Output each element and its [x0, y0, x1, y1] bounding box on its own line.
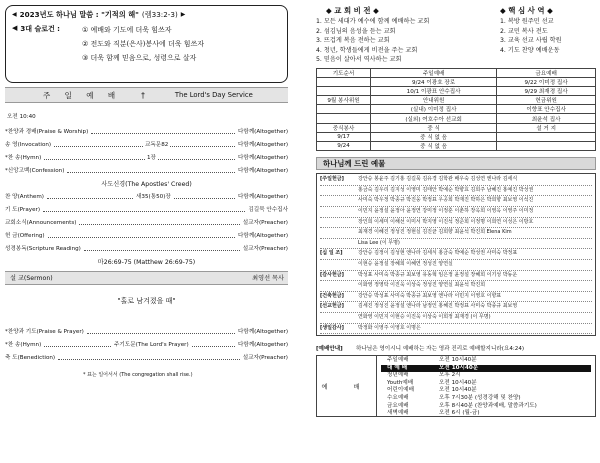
offering-names: 이화영 정영탁 이진욱 이상숙 정성진 양연실 최윤석 박진희 [358, 282, 486, 289]
duty-cell: 중 식 없 음 [371, 132, 497, 141]
vision-row [316, 5, 596, 65]
offering-names: 홍금숙 김우리 김지성 이영미 김태안 박예순 박향효 김희주 남혜진 홍예진 박성권 [358, 186, 534, 193]
offering-list [316, 173, 596, 336]
slogan-block [12, 23, 281, 65]
order-row [5, 217, 288, 230]
offering-row [320, 207, 592, 218]
offering-header: 하나님께 드린 예물 [316, 157, 596, 170]
order-item-name: 교회소식(Announcements) [5, 220, 77, 226]
dotted-leader [87, 326, 235, 334]
offering-names: 이현승 윤정설 장혜희 이혜연 정성진 양연실 [358, 260, 453, 267]
duty-row [317, 114, 596, 123]
sermon-header [5, 271, 288, 285]
offering-category [320, 228, 358, 238]
order-item-name: *찬양과 경배(Praise & Worship) [5, 129, 89, 135]
offering-category [320, 186, 358, 196]
order-row [5, 152, 288, 165]
triangle-right-icon: ▶ [180, 11, 186, 18]
dotted-leader [43, 204, 245, 212]
core-item: 2. 교민 복사 전도 [500, 27, 548, 35]
duty-cell: 이향표 안수집사 [497, 105, 596, 114]
left-column [5, 5, 288, 378]
offering-names: 박성표 사미숙 박종규 최보영 유동혁 임은정 윤정설 장혜희 이기성 박동운 [358, 271, 518, 278]
order-list [5, 191, 288, 256]
theme-box [5, 5, 288, 83]
offering-row [320, 324, 592, 335]
worship-name: 수요예배 [387, 395, 409, 402]
offering-row [320, 260, 592, 271]
order-item-leader: 다함께(Altogether) [237, 194, 288, 200]
order-row [5, 204, 288, 217]
offering-row [320, 186, 592, 197]
duty-row [317, 77, 596, 86]
order-row [5, 139, 288, 152]
year-theme-text: 2023년도 하나님 말씀 : "기적의 해" [19, 10, 139, 19]
worship-time: 오전 6시 (월-금) [439, 410, 480, 417]
duty-cell: 헌금위원 [497, 96, 596, 105]
order-item-leader: 김길묵 안수집사 [248, 207, 288, 213]
offering-row [320, 271, 592, 282]
offering-names: 강안승 김정이 김성현 엔나라 김세식 홍금숙 박예순 박성권 사미숙 박정표 [358, 250, 518, 257]
triangle-left-icon: ◀ [12, 11, 17, 18]
duty-cell: 9/24 이광호 장로 [371, 77, 497, 86]
duty-cell: 중 식 [371, 123, 497, 132]
order-list [5, 326, 288, 365]
duty-row [317, 142, 596, 151]
service-header [5, 87, 288, 103]
duty-cell: 중 식 없 음 [371, 142, 497, 151]
service-title-ko: 주 일 예 배 [43, 90, 122, 100]
slogan-item: ② 전도와 직분(은사)봉사에 더욱 힘쓰자 [82, 40, 205, 48]
offering-names: Lisa Lee (이 무명) [358, 239, 400, 246]
duty-cell [317, 114, 371, 123]
dotted-leader [58, 352, 240, 360]
worship-time: 오후 8시40분 (찬양과예배, 말씀과기도) [439, 402, 537, 409]
order-item-name: *찬 송(Hymn) [5, 155, 42, 161]
worship-name: 새벽예배 [387, 410, 409, 417]
core-item: 4. 기도 찬양 예배운동 [500, 46, 560, 54]
creed-line: 사도신경(The Apostles' Creed) [101, 181, 192, 188]
offering-category [320, 281, 358, 291]
order-item-name: *찬 송(Hymn) [5, 342, 42, 348]
vision-item: 1. 모든 세대가 예수에 함께 예배하는 교회 [316, 18, 430, 25]
offering-category [320, 313, 358, 323]
offering-category [320, 218, 358, 228]
sermon-preacher: 최영선 목사 [252, 275, 284, 282]
order-row [5, 243, 288, 256]
duty-row [317, 68, 596, 77]
duty-cell: 9/17 [317, 132, 371, 141]
offering-names: 김세진 정성진 윤정설 엔나라 남정인 홍혜진 박정표 사미숙 박종규 최보영 [358, 303, 518, 310]
order-item-leader: 다함께(Altogether) [237, 155, 288, 161]
slogan-item: ③ 더욱 함께 믿음으로, 성령으로 살자 [82, 54, 197, 62]
order-row [5, 326, 288, 339]
worship-guide [316, 344, 596, 355]
duty-cell: (실외) 여호수아 선교회 [371, 114, 497, 123]
slogan-item: ① 예배와 기도에 더욱 힘쓰자 [82, 26, 172, 34]
order-item-leader: 다함께(Altogether) [237, 329, 288, 335]
worship-row [381, 357, 591, 365]
offering-names: 사미숙 박우정 박종규 박진웅 박정표 우공희 박재진 박하은 박희향 최보영 이석진 [358, 197, 534, 204]
offering-names: 이민지 윤정설 윤정아 윤정연 강미정 이정훈 이춘하 장옥희 이영옥 이영주 이미정 [358, 207, 534, 214]
worship-name: 어린이예배 [387, 387, 415, 394]
order-item-detail: 교독문82 [143, 139, 170, 152]
dotted-leader [79, 217, 240, 225]
offering-row [320, 228, 592, 239]
offering-category: [건축헌금] [320, 292, 344, 299]
guide-text: 하나님은 영이시니 예배하는 자는 영과 진리로 예배할지니라(요4:24) [356, 346, 525, 353]
order-item-detail: 새35(통50)장 [134, 191, 173, 204]
vision-title: ◆ 교 회 비 전 ◆ [326, 6, 379, 15]
theme-verse: (렘33:2-3) [141, 10, 178, 19]
duty-cell: 주일예배 [371, 68, 497, 77]
offering-row [320, 239, 592, 250]
order-item-leader: 다함께(Altogether) [237, 168, 288, 174]
duty-row [317, 96, 596, 105]
duty-cell: (실내) 이미정 집사 [371, 105, 497, 114]
duty-row [317, 123, 596, 132]
worship-time: 오전 10시40분 [439, 357, 477, 364]
offering-category: [십 일 조] [320, 250, 343, 257]
core-item: 3. 교육 선교 사립 학원 [500, 37, 562, 44]
service-time: 오전 10:40 [7, 114, 36, 120]
offering-category [320, 260, 358, 270]
duty-cell: 9/24 [317, 142, 371, 151]
sermon-title: "홀로 남겨졌을 때" [117, 297, 176, 305]
duty-cell: 9/22 이미정 집사 [497, 77, 596, 86]
duty-cell: 금요예배 [497, 68, 596, 77]
order-item-leader: 다함께(Altogether) [237, 129, 288, 135]
vision-item: 5. 믿음이 살아서 역사하는 교회 [316, 56, 402, 63]
offering-names: 강안승 박성표 사미숙 박종규 최보영 엔나라 이민지 이영호 이향표 [358, 292, 502, 299]
worship-row [381, 403, 591, 411]
worship-name: 대 예 배 [387, 364, 408, 371]
dotted-leader [44, 152, 235, 160]
offering-category: [선교헌금] [320, 303, 344, 310]
order-row [5, 339, 288, 352]
order-row [5, 352, 288, 365]
offering-row [320, 196, 592, 207]
service-title-en: The Lord's Day Service [174, 91, 253, 99]
order-item-name: 찬 양(Anthem) [5, 194, 44, 200]
slogan-label: ◀ 3대 슬로건 : [12, 24, 60, 33]
order-row [5, 191, 288, 204]
duty-table [316, 68, 596, 152]
church-vision [316, 5, 490, 65]
offering-category [320, 196, 358, 206]
scripture-line: 마26:69-75 (Matthew 26:69-75) [97, 259, 196, 266]
duty-cell [317, 77, 371, 86]
offering-names: 박정화 이영주 이영호 이명은 [358, 324, 421, 331]
vision-item: 2. 섬김님의 음성을 듣는 교회 [316, 27, 396, 35]
order-row [5, 126, 288, 139]
order-item-leader: 다함께(Altogether) [237, 142, 288, 148]
order-item-detail: 주기도문(The Lord's Prayer) [112, 339, 191, 352]
order-item-leader: 다함께(Altogether) [237, 233, 288, 239]
offering-row [320, 218, 592, 229]
offering-names: 연화영 이민지 이현승 이진욱 이상숙 이희정 최재경 (이 무명) [358, 313, 491, 320]
offering-category: [생일감사] [320, 324, 344, 331]
worship-label: 예 배 [317, 356, 377, 416]
order-item-name: 송 영(Invocation) [5, 142, 52, 148]
dotted-leader [91, 126, 235, 134]
core-ministry [490, 5, 596, 65]
worship-rows [377, 356, 595, 416]
duty-cell [317, 105, 371, 114]
footnote: * 표는 일어서서 (The congregation shall rise.) [83, 372, 193, 378]
duty-row [317, 105, 596, 114]
offering-row [320, 249, 592, 260]
offering-names: 장인희 이세미 이해선 이미서 박지영 이진석 정준희 이정명 이희연 이성은 이방호 [358, 218, 534, 225]
worship-time: 오전 10시40분 [439, 387, 477, 394]
duty-cell: 기도순서 [317, 68, 371, 77]
dotted-leader [84, 243, 240, 251]
cross-icon: † [141, 90, 145, 100]
offering-row [320, 292, 592, 303]
duty-cell: 설 거 지 [497, 123, 596, 132]
order-item-name: 축 도(Benediction) [5, 355, 56, 361]
offering-row [320, 313, 592, 324]
offering-names: 최재경 이혜진 정성진 정현실 김진균 김희향 최윤석 박진희 Elena Kim [358, 229, 512, 236]
year-theme [12, 9, 281, 21]
offering-row [320, 302, 592, 313]
slogan-list [82, 23, 281, 65]
duty-cell: 안내위원 [371, 96, 497, 105]
core-item: 1. 복방 원주민 선교 [500, 18, 554, 25]
order-item-leader: 다함께(Altogether) [237, 342, 288, 348]
right-column [316, 5, 596, 417]
order-item-detail: 1장 [145, 152, 158, 165]
order-item-leader: 설교자(Preacher) [242, 246, 288, 252]
worship-row [381, 387, 591, 395]
order-item-leader: 설교자(Preacher) [242, 220, 288, 226]
duty-cell [317, 86, 371, 95]
worship-name: 금요예배 [387, 402, 409, 409]
vision-item: 3. 뜨겁게 복음 전하는 교회 [316, 37, 390, 44]
worship-name: 주일예배 [387, 357, 409, 364]
duty-cell: 중식봉사 [317, 123, 371, 132]
vision-item: 4. 청년, 학생들에게 비전을 주는 교회 [316, 46, 418, 54]
offering-row [320, 281, 592, 292]
offering-category [320, 239, 358, 249]
duty-cell: 10/1 이광표 안수집사 [371, 86, 497, 95]
worship-name: Youth예배 [387, 379, 414, 386]
worship-time: 오전 10시40분 [439, 364, 479, 371]
guide-label: [예배안내] [316, 346, 343, 353]
duty-cell: 9/29 최재경 집사 [497, 86, 596, 95]
duty-cell: 9월 봉사위원 [317, 96, 371, 105]
order-list [5, 126, 288, 178]
order-row [5, 165, 288, 178]
dotted-leader [67, 165, 235, 173]
duty-cell [497, 132, 596, 141]
offering-row [320, 175, 592, 186]
offering-category: [주일헌금] [320, 176, 344, 183]
order-item-leader: 설교자(Preacher) [242, 355, 288, 361]
offering-category: [감사헌금] [320, 271, 344, 278]
worship-time: 오후 2시 [439, 372, 461, 379]
duty-cell: 최윤석 집사 [497, 114, 596, 123]
worship-row [381, 365, 591, 373]
worship-row [381, 372, 591, 380]
order-item-name: 기 도(Prayer) [5, 207, 41, 213]
core-title: ◆ 핵 심 사 역 ◆ [500, 6, 553, 15]
order-item-name: 성경봉독(Scripture Reading) [5, 246, 81, 252]
order-row [5, 230, 288, 243]
duty-cell [497, 142, 596, 151]
worship-time: 오전 10시40분 [439, 379, 477, 386]
triangle-left-icon: ◀ [12, 24, 18, 32]
order-item-name: *신앙고백(Confession) [5, 168, 65, 174]
worship-name: 청년예배 [387, 372, 409, 379]
duty-row [317, 86, 596, 95]
duty-row [317, 132, 596, 141]
offering-names: 강안승 봉윤주 김기홍 김길묵 김유경 김학관 배우숙 김성연 엔나라 김세식 [358, 176, 518, 183]
worship-row [381, 395, 591, 403]
worship-time: 오후 7시30분 (성경강해 및 찬양) [439, 395, 521, 402]
worship-row [381, 410, 591, 418]
offering-category [320, 207, 358, 217]
dotted-leader [48, 230, 235, 238]
sermon-label: 설 교(Sermon) [10, 275, 53, 282]
order-item-name: 헌 금(Offering) [5, 233, 45, 239]
order-item-name: *찬양과 기도(Praise & Prayer) [5, 329, 84, 335]
worship-schedule [316, 355, 596, 417]
